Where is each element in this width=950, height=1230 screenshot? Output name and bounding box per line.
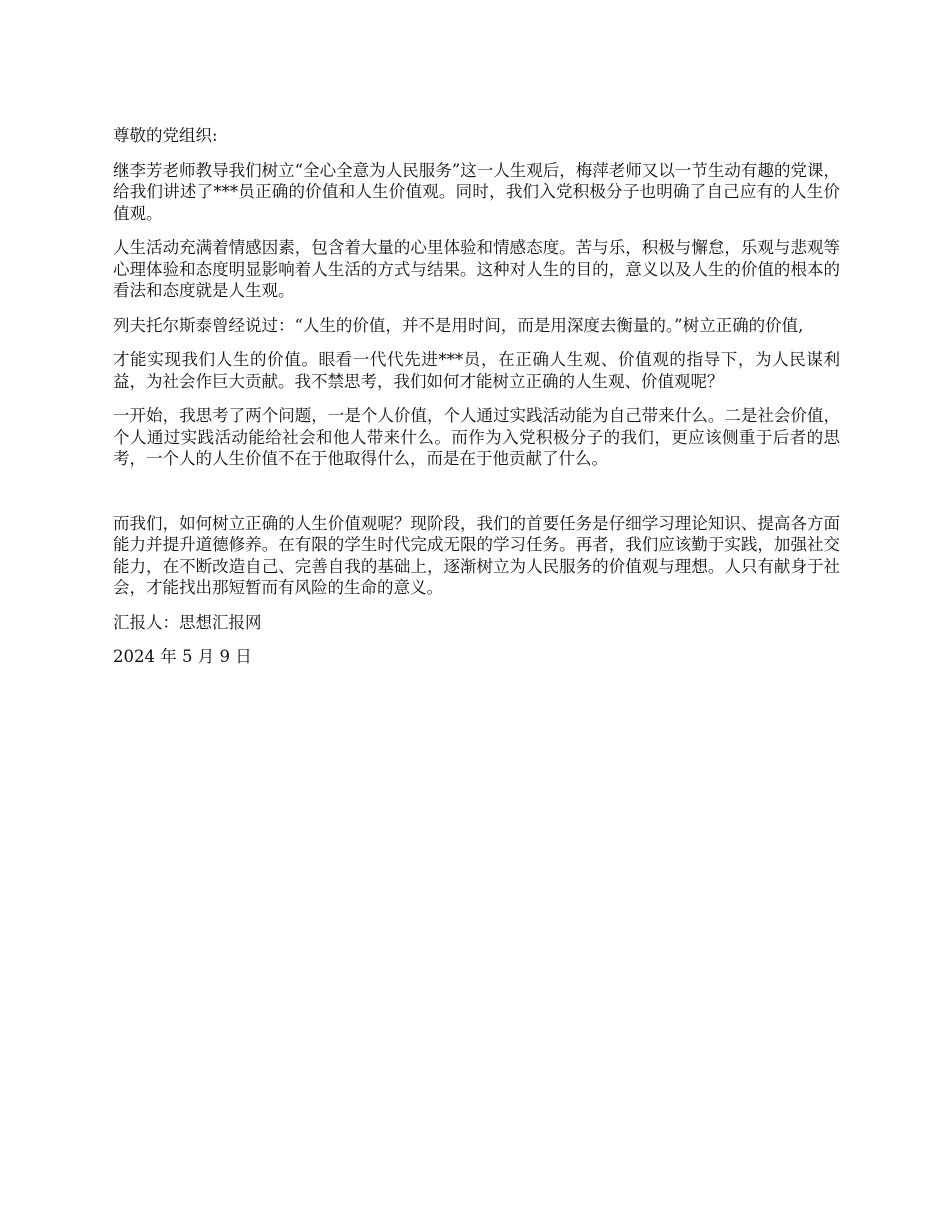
paragraph: 人生活动充满着情感因素，包含着大量的心里体验和情感态度。苦与乐，积极与懈怠，乐观与悲观等心理体验和态度明显影响着人生活的方式与结果。这种对人生的目的，意义以及人生的价值的根本的看法和态度就是人生观。 (113, 238, 840, 300)
paragraph: 才能实现我们人生的价值。眼看一代代先进***员，在正确人生观、价值观的指导下，为人民谋利益，为社会作巨大贡献。我不禁思考，我们如何才能树立正确的人生观、价值观呢？ (113, 350, 840, 391)
reporter-signature: 汇报人：思想汇报网 (113, 612, 262, 632)
paragraph: 继李芳老师教导我们树立“全心全意为人民服务”这一人生观后，梅萍老师又以一节生动有趣的党课，给我们讲述了***员正确的价值和人生价值观。同时，我们入党积极分子也明确了自己应有的人生价值观。 (113, 160, 840, 223)
document-body (113, 125, 840, 681)
report-date: 2024 年 5 月 9 日 (113, 647, 252, 666)
salutation: 尊敬的党组织: (113, 126, 218, 145)
paragraph: 列夫托尔斯泰曾经说过：“人生的价值，并不是用时间，而是用深度去衡量的。”树立正确的价值, (113, 315, 804, 335)
paragraph: 而我们，如何树立正确的人生价值观呢？现阶段，我们的首要任务是仔细学习理论知识、提高各方面能力并提升道德修养。在有限的学生时代完成无限的学习任务。再者，我们应该勤于实践，加强社交能力，在不断改造自己、完善自我的基础上，逐渐树立为人民服务的价值观与理想。人只有献身于社会，才能找出那短暂而有风险的生命的意义。 (113, 513, 840, 597)
paragraph: 一开始，我思考了两个问题，一是个人价值，个人通过实践活动能为自己带来什么。二是社会价值，个人通过实践活动能给社会和他人带来什么。而作为入党积极分子的我们，更应该侧重于后者的思考，一个人的人生价值不在于他取得什么，而是在于他贡献了什么。 (113, 406, 840, 468)
